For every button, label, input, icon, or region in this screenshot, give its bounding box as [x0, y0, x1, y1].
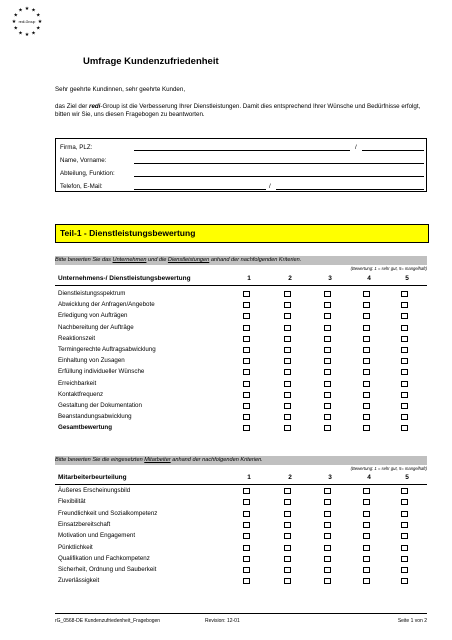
col-4: 4 [367, 275, 371, 282]
rating-checkbox-3[interactable] [324, 369, 331, 375]
logo-star-icon: ★ [13, 25, 18, 32]
name-input[interactable] [134, 163, 424, 164]
rating-checkbox-5[interactable] [401, 381, 408, 387]
footer-divider [55, 613, 427, 614]
rating-checkbox-1[interactable] [243, 499, 250, 505]
rating-checkbox-2[interactable] [284, 291, 291, 297]
rating-checkbox-4[interactable] [363, 567, 370, 573]
rating-checkbox-1[interactable] [243, 325, 250, 331]
rating-checkbox-2[interactable] [284, 578, 291, 584]
criterion-label: Pünktlichkeit [58, 543, 93, 551]
criterion-label: Reaktionszeit [58, 334, 96, 342]
criterion-label: Nachbereitung der Aufträge [58, 323, 134, 331]
rating-note: (Bewertung: 1 = sehr gut, 5= mangelhaft) [350, 266, 427, 271]
logo-star-icon: ★ [18, 7, 23, 14]
rating-checkbox-1[interactable] [243, 347, 250, 353]
abteilung-input[interactable] [134, 176, 424, 177]
rating-checkbox-4[interactable] [363, 347, 370, 353]
contact-fields: Firma, PLZ: / Name, Vorname: Abteilung, Funktion: Telefon, E-Mail: / [55, 138, 427, 192]
instruction-staff: Bitte bewerten Sie die eingesetzten Mitarbeiter anhand der nachfolgenden Kriterien. [55, 456, 427, 465]
rating-checkbox-5[interactable] [401, 578, 408, 584]
criterion-label: Einhaltung von Zusagen [58, 357, 125, 365]
rating-checkbox-4[interactable] [363, 414, 370, 420]
rating-checkbox-1[interactable] [243, 488, 250, 494]
col-5: 5 [405, 474, 409, 481]
rating-checkbox-3[interactable] [324, 325, 331, 331]
telefon-label: Telefon, E-Mail: [60, 183, 103, 190]
rating-checkbox-5[interactable] [401, 403, 408, 409]
rating-checkbox-3[interactable] [324, 347, 331, 353]
rating-checkbox-2[interactable] [284, 511, 291, 517]
rating-checkbox-3[interactable] [324, 313, 331, 319]
rating-checkbox-2[interactable] [284, 488, 291, 494]
rating-checkbox-5[interactable] [401, 358, 408, 364]
table-header [55, 275, 427, 285]
logo-star-icon: ★ [13, 12, 18, 19]
rating-checkbox-2[interactable] [284, 567, 291, 573]
rating-checkbox-2[interactable] [284, 556, 291, 562]
col-5: 5 [405, 275, 409, 282]
rating-checkbox-4[interactable] [363, 403, 370, 409]
rating-checkbox-2[interactable] [284, 358, 291, 364]
col-1: 1 [247, 275, 251, 282]
rating-checkbox-5[interactable] [401, 313, 408, 319]
rating-checkbox-3[interactable] [324, 567, 331, 573]
col-1: 1 [247, 474, 251, 481]
rating-checkbox-3[interactable] [324, 381, 331, 387]
rating-checkbox-3[interactable] [324, 511, 331, 517]
criterion-label: Erledigung von Aufträgen [58, 312, 128, 320]
logo-star-icon: ★ [18, 30, 23, 37]
instruction-company: Bitte bewerten Sie das Unternehmen und die Dienstleistungen anhand der nachfolgenden Kriterien. [55, 256, 427, 265]
email-input[interactable] [276, 189, 424, 190]
rating-checkbox-5[interactable] [401, 567, 408, 573]
rating-checkbox-3[interactable] [324, 556, 331, 562]
logo-star-icon: ★ [36, 12, 41, 19]
rating-checkbox-3[interactable] [324, 522, 331, 528]
rating-checkbox-5[interactable] [401, 414, 408, 420]
rating-checkbox-1[interactable] [243, 313, 250, 319]
logo-star-icon: ★ [24, 32, 30, 38]
rating-checkbox-2[interactable] [284, 533, 291, 539]
rating-checkbox-2[interactable] [284, 425, 291, 431]
rating-checkbox-3[interactable] [324, 392, 331, 398]
rating-checkbox-3[interactable] [324, 425, 331, 431]
criterion-label: Einsatzbereitschaft [58, 520, 111, 528]
rating-checkbox-4[interactable] [363, 291, 370, 297]
rating-checkbox-1[interactable] [243, 381, 250, 387]
rating-checkbox-5[interactable] [401, 522, 408, 528]
rating-checkbox-2[interactable] [284, 414, 291, 420]
rating-checkbox-1[interactable] [243, 545, 250, 551]
rating-checkbox-5[interactable] [401, 336, 408, 342]
rating-checkbox-4[interactable] [363, 325, 370, 331]
rating-checkbox-1[interactable] [243, 414, 250, 420]
rating-checkbox-5[interactable] [401, 488, 408, 494]
rating-checkbox-4[interactable] [363, 511, 370, 517]
criterion-label: Erfüllung individueller Wünsche [58, 368, 145, 376]
criterion-label: Erreichbarkeit [58, 379, 97, 387]
rating-checkbox-2[interactable] [284, 325, 291, 331]
rating-checkbox-2[interactable] [284, 392, 291, 398]
rating-checkbox-5[interactable] [401, 533, 408, 539]
rating-checkbox-1[interactable] [243, 567, 250, 573]
rating-checkbox-4[interactable] [363, 358, 370, 364]
logo-star-icon: ★ [36, 25, 41, 32]
rating-checkbox-1[interactable] [243, 556, 250, 562]
rating-checkbox-5[interactable] [401, 425, 408, 431]
rating-checkbox-2[interactable] [284, 403, 291, 409]
col-3: 3 [328, 275, 332, 282]
criterion-label: Motivation und Engagement [58, 532, 136, 540]
rating-checkbox-1[interactable] [243, 403, 250, 409]
criterion-label: Abwicklung der Anfragen/Angebote [58, 301, 155, 309]
rating-checkbox-3[interactable] [324, 291, 331, 297]
rating-checkbox-5[interactable] [401, 369, 408, 375]
col-2: 2 [288, 275, 292, 282]
rating-checkbox-5[interactable] [401, 325, 408, 331]
intro-paragraph: das Ziel der redi-Group ist die Verbesserung Ihrer Dienstleistungen. Damit dies entsprechend Ihrer Wünsche und Bedürfnisse erfolgt, bitten wir Sie, uns diesen Fragebogen zu beantworten. [55, 103, 421, 118]
table-header-label: Unternehmens-/ Dienstleistungsbewertung [58, 275, 191, 282]
rating-checkbox-2[interactable] [284, 381, 291, 387]
criterion-label: Beanstandungsabwicklung [58, 413, 132, 421]
rating-checkbox-3[interactable] [324, 533, 331, 539]
rating-checkbox-1[interactable] [243, 392, 250, 398]
rating-checkbox-4[interactable] [363, 302, 370, 308]
rating-checkbox-2[interactable] [284, 545, 291, 551]
rating-checkbox-4[interactable] [363, 425, 370, 431]
footer-revision: Revision: 12-01 [205, 618, 240, 624]
rating-checkbox-3[interactable] [324, 358, 331, 364]
rating-checkbox-4[interactable] [363, 392, 370, 398]
plz-input[interactable] [362, 150, 424, 151]
rating-checkbox-1[interactable] [243, 302, 250, 308]
rating-checkbox-1[interactable] [243, 291, 250, 297]
criterion-label: Qualifikation und Fachkompetenz [58, 554, 150, 562]
rating-checkbox-4[interactable] [363, 578, 370, 584]
svg-text:redi-Group: redi-Group [18, 20, 36, 24]
rating-checkbox-5[interactable] [401, 291, 408, 297]
rating-checkbox-2[interactable] [284, 347, 291, 353]
rating-checkbox-2[interactable] [284, 522, 291, 528]
logo-star-icon: ★ [31, 7, 36, 14]
logo-star-icon: ★ [37, 19, 43, 25]
page-title: Umfrage Kundenzufriedenheit [83, 56, 219, 67]
col-2: 2 [288, 474, 292, 481]
logo-star-icon: ★ [24, 6, 30, 12]
rating-checkbox-4[interactable] [363, 488, 370, 494]
criterion-label: Flexibilität [58, 498, 86, 506]
redi-group-logo [10, 4, 44, 38]
rating-checkbox-2[interactable] [284, 499, 291, 505]
rating-checkbox-2[interactable] [284, 369, 291, 375]
col-3: 3 [328, 474, 332, 481]
divider [55, 484, 427, 485]
criterion-label: Dienstleistungsspektrum [58, 290, 126, 297]
logo-star-icon: ★ [11, 19, 17, 25]
col-4: 4 [367, 474, 371, 481]
footer [55, 618, 427, 624]
rating-checkbox-4[interactable] [363, 369, 370, 375]
criterion-label: Äußeres Erscheinungsbild [58, 487, 131, 494]
rating-checkbox-4[interactable] [363, 533, 370, 539]
criterion-label: Zuverlässigkeit [58, 577, 100, 585]
criterion-label: Sicherheit, Ordnung und Sauberkeit [58, 566, 157, 574]
rating-checkbox-2[interactable] [284, 313, 291, 319]
rating-checkbox-4[interactable] [363, 522, 370, 528]
rating-checkbox-1[interactable] [243, 533, 250, 539]
criterion-label: Termingerechte Auftragsabwicklung [58, 346, 156, 353]
rating-checkbox-5[interactable] [401, 556, 408, 562]
rating-checkbox-1[interactable] [243, 358, 250, 364]
rating-checkbox-3[interactable] [324, 414, 331, 420]
footer-page: Seite 1 von 2 [397, 618, 427, 624]
telefon-input[interactable] [134, 189, 266, 190]
rating-checkbox-5[interactable] [401, 392, 408, 398]
rating-checkbox-3[interactable] [324, 499, 331, 505]
rating-checkbox-2[interactable] [284, 302, 291, 308]
greeting: Sehr geehrte Kundinnen, sehr geehrte Kunden, [55, 86, 186, 93]
rating-checkbox-3[interactable] [324, 403, 331, 409]
total-rating-label: Gesamtbewertung [58, 424, 112, 432]
rating-checkbox-3[interactable] [324, 488, 331, 494]
criterion-label: Kontaktfrequenz [58, 390, 104, 398]
rating-checkbox-1[interactable] [243, 369, 250, 375]
rating-checkbox-3[interactable] [324, 578, 331, 584]
rating-checkbox-1[interactable] [243, 425, 250, 431]
rating-checkbox-4[interactable] [363, 381, 370, 387]
rating-note: (Bewertung: 1 = sehr gut, 5= mangelhaft) [350, 466, 427, 471]
table-header [55, 474, 427, 484]
rating-checkbox-1[interactable] [243, 522, 250, 528]
footer-doc-id: rG_0568-DE Kundenzufriedenheit_Fragebogen [55, 618, 161, 624]
firma-label: Firma, PLZ: [60, 144, 93, 151]
rating-checkbox-4[interactable] [363, 499, 370, 505]
section-header-bar [55, 224, 429, 243]
section-title: Teil-1 - Dienstleistungsbewertung [60, 228, 196, 238]
rating-checkbox-1[interactable] [243, 336, 250, 342]
logo-star-icon: ★ [31, 30, 36, 37]
rating-checkbox-5[interactable] [401, 499, 408, 505]
rating-checkbox-4[interactable] [363, 556, 370, 562]
criterion-label: Freundlichkeit und Sozialkompetenz [58, 509, 158, 517]
rating-checkbox-1[interactable] [243, 578, 250, 584]
rating-checkbox-3[interactable] [324, 302, 331, 308]
name-label: Name, Vorname: [60, 157, 107, 164]
rating-checkbox-3[interactable] [324, 545, 331, 551]
rating-checkbox-4[interactable] [363, 336, 370, 342]
criterion-label: Gestaltung der Dokumentation [58, 402, 142, 409]
table-header-label: Mitarbeiterbeurteilung [58, 474, 127, 481]
rating-checkbox-2[interactable] [284, 336, 291, 342]
rating-checkbox-5[interactable] [401, 347, 408, 353]
rating-checkbox-5[interactable] [401, 302, 408, 308]
rating-checkbox-1[interactable] [243, 511, 250, 517]
rating-checkbox-4[interactable] [363, 313, 370, 319]
rating-checkbox-5[interactable] [401, 511, 408, 517]
firma-input[interactable] [134, 150, 350, 151]
rating-checkbox-4[interactable] [363, 545, 370, 551]
rating-checkbox-5[interactable] [401, 545, 408, 551]
divider [55, 285, 427, 286]
rating-checkbox-3[interactable] [324, 336, 331, 342]
abteilung-label: Abteilung, Funktion: [60, 170, 115, 177]
